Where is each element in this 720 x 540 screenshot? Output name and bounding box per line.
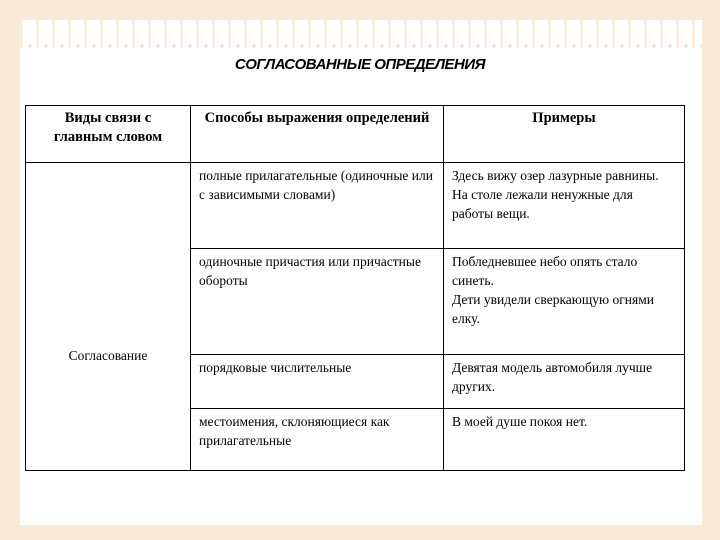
header-methods: Способы выражения определений — [191, 106, 444, 163]
method-cell: одиночные причастия или причастные обороты — [191, 249, 444, 355]
example: В моей душе покоя нет. — [452, 414, 588, 429]
definitions-table — [25, 105, 685, 471]
method-cell: местоимения, склоняющиеся как прилагательные — [191, 409, 444, 471]
examples-cell — [444, 163, 685, 249]
table-row — [26, 163, 685, 249]
table-header-row — [26, 106, 685, 163]
method-cell: полные прилагательные (одиночные или с зависимыми словами) — [191, 163, 444, 249]
slide-title: СОГЛАСОВАННЫЕ ОПРЕДЕЛЕНИЯ — [234, 56, 486, 73]
header-types: Виды связи с главным словом — [26, 106, 191, 163]
example: Девятая модель автомобиля лучше других. — [452, 360, 653, 394]
example: На столе лежали ненужные для работы вещи. — [452, 187, 633, 221]
example: Побледневшее небо опять стало синеть. — [452, 254, 638, 288]
header-examples: Примеры — [444, 106, 685, 163]
examples-cell — [444, 409, 685, 471]
example: Здесь вижу озер лазурные равнины. — [452, 168, 659, 183]
examples-cell — [444, 249, 685, 355]
type-cell: Согласование — [26, 163, 191, 471]
decorative-dots — [22, 44, 702, 48]
example: Дети увидели сверкающую огнями елку. — [452, 292, 654, 326]
examples-cell — [444, 355, 685, 409]
method-cell: порядковые числительные — [191, 355, 444, 409]
